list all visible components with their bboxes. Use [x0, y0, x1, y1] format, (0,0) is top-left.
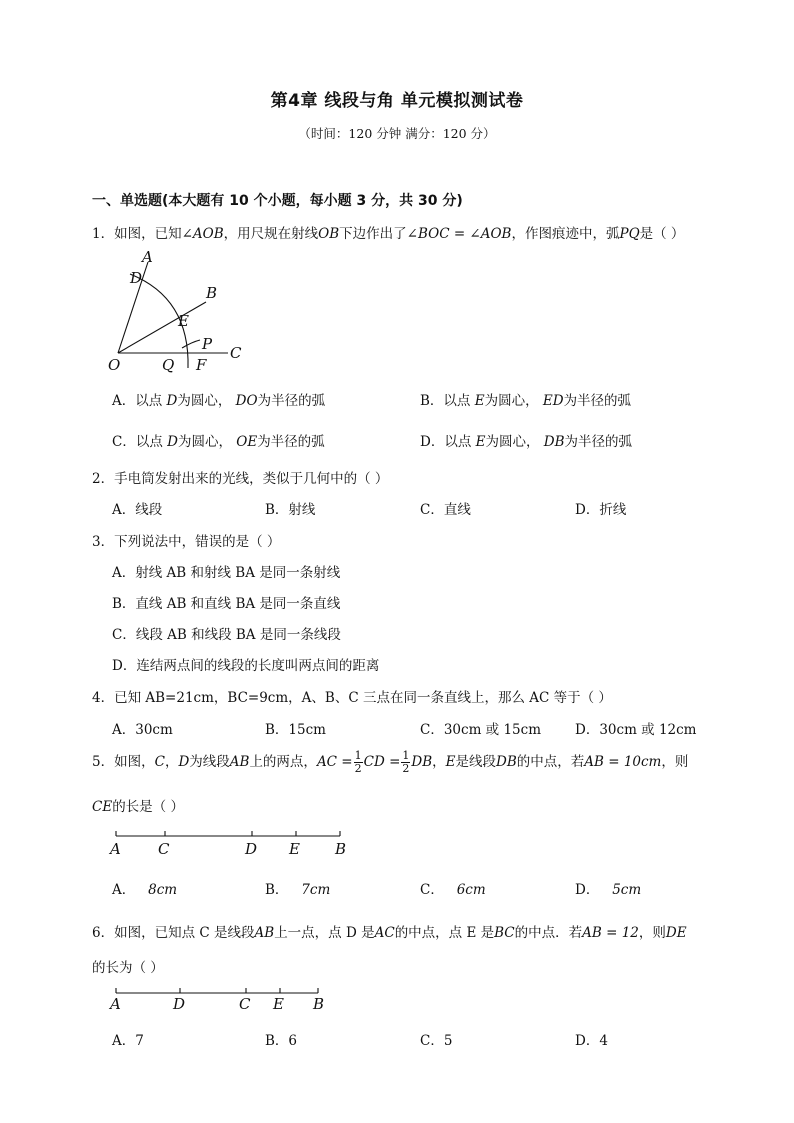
label-c: C [230, 344, 242, 362]
option-prefix: A． [112, 882, 136, 898]
question-1-stem [92, 222, 684, 242]
option-text: 为半径的弧 [564, 434, 633, 450]
q6-math: AC [374, 925, 395, 941]
q6-option-b[interactable]: B．6 [265, 1033, 298, 1049]
q5-segment-figure [108, 824, 368, 864]
question-6-stem-line-2: 的长为（ ） [92, 960, 164, 976]
q6-text: 上一点，点 D 是 [274, 925, 375, 941]
q6-text: ，则 [638, 925, 666, 941]
q1-text-1: 1．如图，已知 [92, 226, 182, 242]
option-math: D [166, 393, 178, 409]
label-d: D [130, 269, 143, 287]
q6-segment-figure [108, 985, 348, 1021]
q5-math: C [154, 754, 165, 770]
q5-math: AB [229, 754, 250, 770]
q6-option-c[interactable]: C．5 [420, 1033, 453, 1049]
label-a: A [142, 248, 153, 266]
q6-text: 6．如图，已知点 C 是线段 [92, 925, 255, 941]
q5-text: ， [432, 754, 446, 770]
option-prefix: B．以点 [420, 393, 475, 409]
option-math: ED [542, 393, 564, 409]
option-text: 为圆心， [485, 434, 544, 450]
option-math: E [474, 393, 485, 409]
label-a: A [110, 995, 121, 1013]
question-2-stem: 2．手电筒发射出来的光线，类似于几何中的（ ） [92, 471, 389, 487]
q6-math: AB [254, 925, 275, 941]
q5-math: AB = 10cm [584, 754, 662, 770]
label-f: F [196, 356, 207, 374]
q3-option-a[interactable]: A．射线 AB 和射线 BA 是同一条射线 [112, 565, 341, 581]
q6-math: BC [494, 925, 515, 941]
label-e: E [289, 840, 300, 858]
q5-text: ，则 [661, 754, 689, 770]
q3-option-b[interactable]: B．直线 AB 和直线 BA 是同一条直线 [112, 596, 341, 612]
page-title: 第4章 线段与角 单元模拟测试卷 [270, 91, 524, 111]
q6-option-d[interactable]: D．4 [575, 1033, 608, 1049]
q5-math: DB [496, 754, 517, 770]
q6-text: 的中点．若 [514, 925, 583, 941]
q4-option-c[interactable]: C．30cm 或 15cm [420, 722, 541, 738]
label-d: D [245, 840, 258, 858]
q1-math-1: ∠AOB [181, 226, 224, 242]
q1-math-2: OB [318, 226, 340, 242]
q6-text: 的中点，点 E 是 [394, 925, 495, 941]
option-prefix: B． [265, 882, 289, 898]
q5-fraction [354, 750, 363, 775]
question-5-stem [92, 750, 688, 775]
option-prefix: D．以点 [420, 434, 476, 450]
q4-option-a[interactable]: A．30cm [112, 722, 173, 738]
option-text: 为圆心， [484, 393, 543, 409]
q5-text: 上的两点， [249, 754, 317, 770]
q3-option-d[interactable]: D．连结两点间的线段的长度叫两点间的距离 [112, 658, 380, 674]
fraction-numerator: 1 [402, 749, 410, 762]
label-b: B [313, 995, 325, 1013]
q1-option-b[interactable] [420, 389, 631, 409]
q5-option-c[interactable] [420, 878, 486, 898]
q5-option-b[interactable] [265, 878, 330, 898]
q1-math-3: ∠BOC = ∠AOB [406, 226, 512, 242]
q5-text: 的中点，若 [516, 754, 585, 770]
q1-math-4: PQ [619, 226, 640, 242]
label-o: O [108, 356, 121, 374]
option-text: 为圆心， [177, 434, 237, 450]
q2-option-c[interactable]: C．直线 [420, 502, 471, 518]
option-math: DB [543, 434, 565, 450]
q6-option-a[interactable]: A．7 [112, 1033, 144, 1049]
q5-fraction [401, 750, 410, 775]
option-math: 8cm [148, 882, 178, 898]
option-prefix: D． [575, 882, 600, 898]
label-b: B [206, 284, 218, 302]
fraction-denominator: 2 [354, 762, 362, 775]
q5-option-a[interactable] [112, 878, 177, 898]
q1-option-d[interactable] [420, 430, 632, 450]
option-text: 为半径的弧 [257, 393, 326, 409]
q6-math: AB = 12 [582, 925, 639, 941]
ray-ob [118, 302, 206, 353]
q5-text: 为线段 [189, 754, 230, 770]
option-math: 7cm [301, 882, 331, 898]
q1-text-2: ，用尺规在射线 [223, 226, 319, 242]
option-math: 6cm [456, 882, 486, 898]
q1-text-5: 是（ ） [639, 226, 685, 242]
label-c: C [158, 840, 170, 858]
question-4-stem: 4．已知 AB=21cm，BC=9cm，A、B、C 三点在同一条直线上，那么 AC 等于（ ） [92, 690, 612, 706]
question-6-stem [92, 921, 687, 941]
option-prefix: C．以点 [112, 434, 168, 450]
option-prefix: A．以点 [112, 393, 167, 409]
q5-math: AC = [316, 754, 353, 770]
option-text: 为半径的弧 [257, 434, 325, 450]
fraction-numerator: 1 [354, 749, 362, 762]
label-e: E [273, 995, 284, 1013]
option-text: 为圆心， [177, 393, 236, 409]
q5-math: E [445, 754, 456, 770]
label-c: C [239, 995, 251, 1013]
question-5-stem-line-2 [92, 795, 184, 815]
option-prefix: C． [420, 882, 444, 898]
q5-text: ， [164, 754, 179, 770]
option-math: 5cm [612, 882, 642, 898]
q5-option-d[interactable] [575, 878, 641, 898]
q3-option-c[interactable]: C．线段 AB 和线段 BA 是同一条线段 [112, 627, 341, 643]
label-b: B [335, 840, 347, 858]
q5-math: CD = [363, 754, 401, 770]
q4-option-b[interactable]: B．15cm [265, 722, 326, 738]
q5-text: 是线段 [455, 754, 496, 770]
label-p: P [202, 335, 213, 353]
q1-text-4: ，作图痕迹中，弧 [511, 226, 620, 242]
q6-math: DE [665, 925, 687, 941]
q5-math: CE [92, 799, 113, 815]
q1-option-c[interactable] [112, 430, 325, 450]
q2-option-d[interactable]: D．折线 [575, 502, 627, 518]
q5-text: 5．如图， [92, 754, 155, 770]
option-math: DO [235, 393, 258, 409]
label-a: A [110, 840, 121, 858]
question-3-stem: 3．下列说法中，错误的是（ ） [92, 534, 281, 550]
arc-pq [182, 340, 200, 348]
section-heading: 一、单选题(本大题有 10 个小题，每小题 3 分，共 30 分) [92, 193, 463, 209]
q2-option-a[interactable]: A．线段 [112, 502, 163, 518]
q5-math: DB [411, 754, 433, 770]
q5-text: 的长是（ ） [112, 799, 184, 815]
label-q: Q [162, 356, 175, 374]
option-math: E [475, 434, 486, 450]
option-math: OE [236, 434, 258, 450]
fraction-denominator: 2 [402, 762, 410, 775]
q1-angle-figure [100, 250, 360, 380]
q2-option-b[interactable]: B．射线 [265, 502, 316, 518]
q4-option-d[interactable]: D．30cm 或 12cm [575, 722, 697, 738]
q1-text-3: 下边作出了 [339, 226, 407, 242]
q1-option-a[interactable] [112, 389, 325, 409]
exam-time-score: （时间：120 分钟 满分：120 分） [298, 126, 496, 141]
label-d: D [173, 995, 186, 1013]
option-text: 为半径的弧 [563, 393, 632, 409]
label-e: E [178, 312, 189, 330]
option-math: D [167, 434, 178, 450]
q5-math: D [178, 754, 190, 770]
